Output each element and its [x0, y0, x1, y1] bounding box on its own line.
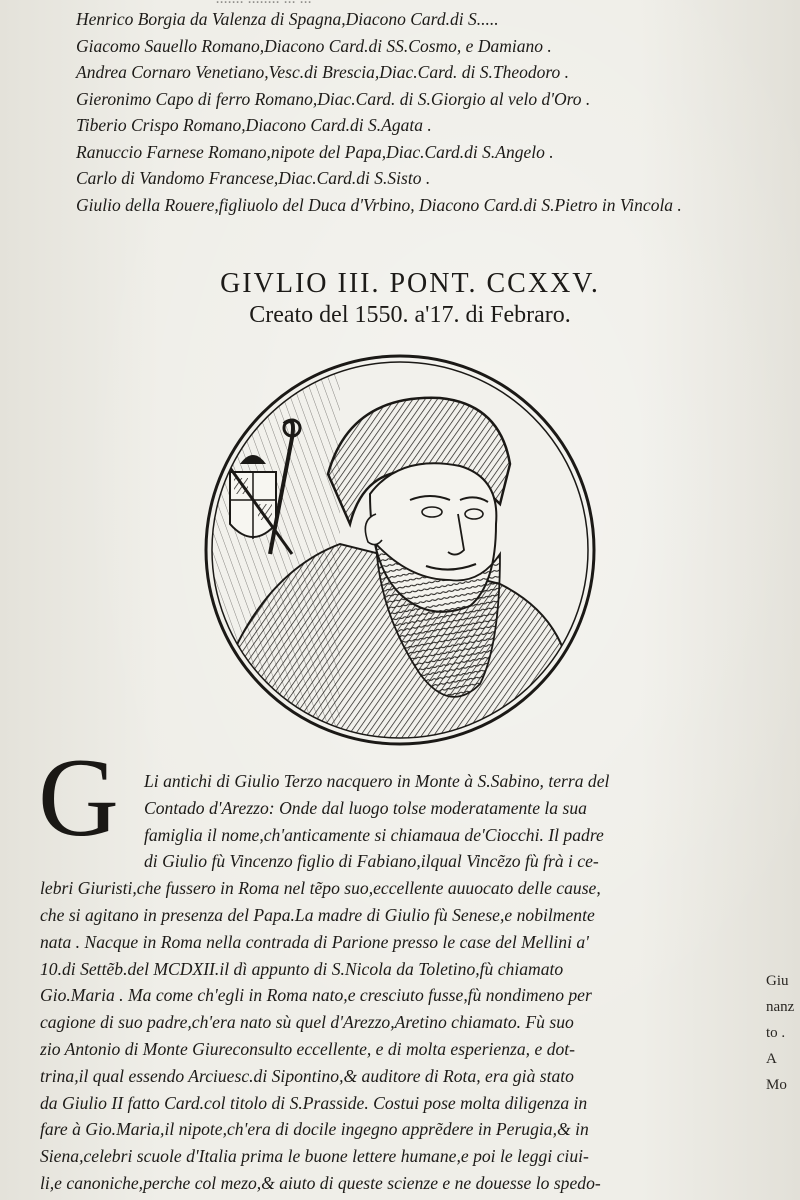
list-item: Ranuccio Farnese Romano,nipote del Papa,Diac.Card.di S.Angelo . [76, 141, 554, 162]
drop-cap: G [38, 736, 119, 860]
list-item: Andrea Cornaro Venetiano,Vesc.di Brescia,Diac.Card. di S.Theodoro . [76, 62, 570, 82]
text-line: famiglia il nome,ch'anticamente si chiamaua de'Ciocchi. Il padre [144, 824, 604, 845]
list-item: Gieronimo Capo di ferro Romano,Diac.Card. di S.Giorgio al velo d'Oro . [76, 88, 591, 109]
list-item: Giacomo Sauello Romano,Diacono Card.di SS.Cosmo, e Damiano . [76, 35, 552, 56]
pope-portrait-woodcut-icon [200, 354, 600, 754]
text-line: Siena,celebri scuole d'Italia prima le buone lettere humane,e poi le leggi ciui- [40, 1146, 589, 1167]
list-item: Giulio della Rouere,figliuolo del Duca d'Vrbino, Diacono Card.di S.Pietro in Vincola . [76, 194, 682, 215]
text-line: Contado d'Arezzo: Onde dal luogo tolse moderatamente la sua [144, 797, 587, 818]
chapter-heading [0, 268, 800, 329]
cardinal-list [76, 6, 791, 218]
margin-note [766, 968, 800, 1098]
cropped-line [216, 0, 312, 13]
text-line: trina,il qual essendo Arciuesc.di Sipontino,& auditore di Rota, era già stato [40, 1065, 574, 1086]
margin-note-line: A [766, 1051, 777, 1067]
text-line: nata . Nacque in Roma nella contrada di Parione presso le case del Mellini a' [40, 931, 589, 952]
margin-note-line: Mo [766, 1077, 787, 1093]
text-line: da Giulio II fatto Card.col titolo di S.Prasside. Costui pose molta diligenza in [40, 1092, 588, 1113]
text-line: Gio.Maria . Ma come ch'egli in Roma nato,e cresciuto fusse,fù nondimeno per [40, 985, 592, 1006]
list-item: Henrico Borgia da Valenza di Spagna,Diacono Card.di S..... [76, 9, 499, 29]
list-item: Tiberio Crispo Romano,Diacono Card.di S.Agata . [76, 115, 432, 135]
text-line: 10.di Settẽb.del MCDXII.il dì appunto di S.Nicola da Toletino,fù chiamato [40, 958, 564, 979]
text-line: di Giulio fù Vincenzo figlio di Fabiano,ilqual Vincẽzo fù frà i ce- [144, 851, 599, 872]
text-line: Li antichi di Giulio Terzo nacquero in Monte à S.Sabino, terra del [144, 771, 610, 791]
list-item: Carlo di Vandomo Francese,Diac.Card.di S.Sisto . [76, 168, 431, 188]
text-line: zio Antonio di Monte Giureconsulto eccellente, e di molta esperienza, e dot- [40, 1038, 576, 1059]
text-line: fare à Gio.Maria,il nipote,ch'era di docile ingegno apprẽdere in Perugia,& in [40, 1119, 589, 1140]
page-subtitle: Creato del 1550. a'17. di Febraro. [249, 302, 571, 328]
margin-note-line: nanz [766, 999, 795, 1015]
margin-note-line: to . [766, 1025, 786, 1041]
text-line: cagione di suo padre,ch'era nato sù quel d'Arezzo,Aretino chiamato. Fù suo [40, 1012, 574, 1033]
page-title: GIVLIO III. PONT. CCXXV. [220, 268, 600, 299]
body-paragraph [40, 768, 762, 1197]
text-line: lebri Giuristi,che fussero in Roma nel tẽpo suo,eccellente auuocato delle cause, [40, 878, 601, 899]
text-line: li,e canoniche,perche col mezo,& aiuto di queste scienze e ne douesse lo spedo- [40, 1172, 601, 1193]
text-line: che si agitano in presenza del Papa.La madre di Giulio fù Senese,e nobilmente [40, 904, 595, 925]
margin-note-line: Giu [766, 973, 789, 989]
